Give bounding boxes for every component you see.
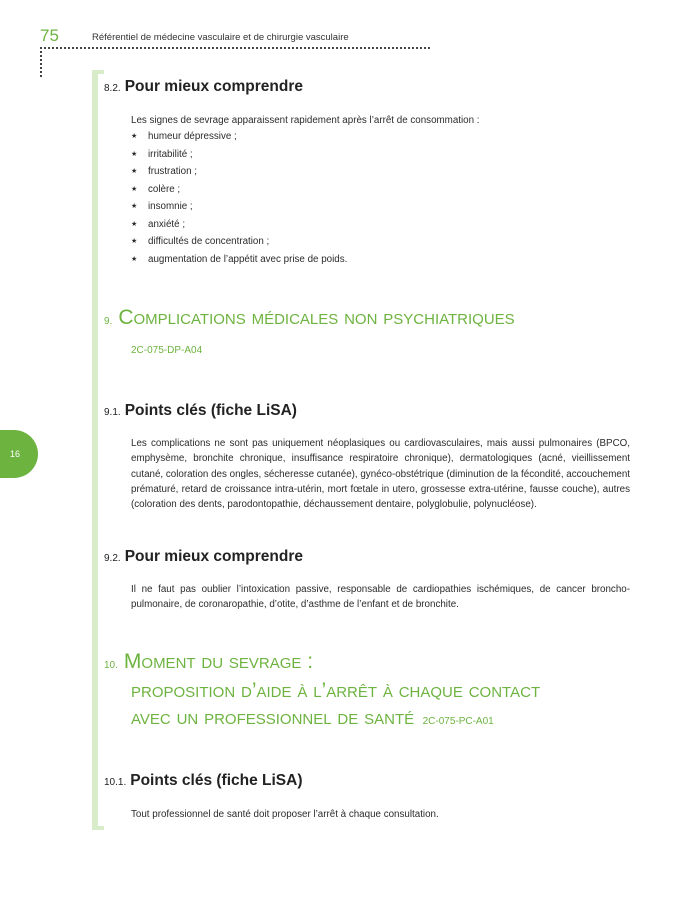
list-item: ★ difficultés de concentration ;	[131, 236, 347, 254]
list-item: ★ humeur dépressive ;	[131, 131, 347, 149]
chapter-tab	[0, 430, 38, 478]
heading-8-2-title: Pour mieux comprendre	[124, 78, 303, 95]
heading-8-2-number: 8.2.	[104, 83, 121, 94]
sevrage-intro: Les signes de sevrage apparaissent rapidement après l’arrêt de consommation :	[131, 115, 480, 126]
complications-text: Les complications ne sont pas uniquement néoplasiques ou cardiovasculaires, mais aussi pulmonaires (BPCO, emphysème, bronchite chronique, insuffisance respiratoire chronique), dermatologiques (acné, vieillissement cutané, coloration des ongles, sécheresse cutanée), gynéco-obstétrique (diminution de la fécondité, accouchement prématuré, retard de croissance intra-utérin, mort fœtale in utero, grossesse extra-utérine, fausse couche), autres (coloration des dents, parodontopathie, déchaussement dentaire, polyglobulie, polynucléose).	[131, 438, 630, 511]
item-code: 2C-075-DP-A04	[131, 345, 203, 356]
heading-10-line3	[131, 706, 494, 730]
list-item: ★ frustration ;	[131, 166, 347, 184]
heading-10-title-line1: Moment du sevrage :	[123, 650, 314, 673]
heading-9-2-number: 9.2.	[104, 553, 121, 564]
list-item: ★ colère ;	[131, 184, 347, 202]
list-item: ★ insomnie ;	[131, 201, 347, 219]
heading-10-title-line2: proposition d’aide à l’arrêt à chaque contact	[131, 679, 541, 702]
running-title: Référentiel de médecine vasculaire et de chirurgie vasculaire	[92, 32, 349, 43]
heading-10-title-line3: avec un professionnel de santé	[131, 706, 415, 729]
passive-smoking-text: Il ne faut pas oublier l’intoxication passive, responsable de cardiopathies ischémiques, de cancer broncho-pulmonaire, de coronaropathie, d’otite, d’asthme de l’enfant et de bronchite.	[131, 584, 630, 611]
sevrage-signs-list	[131, 131, 347, 271]
heading-9-1-number: 9.1.	[104, 407, 121, 418]
item-code: 2C-075-PC-A01	[422, 716, 494, 727]
heading-9-1-title: Points clés (fiche LiSA)	[124, 402, 297, 419]
list-item: ★ irritabilité ;	[131, 149, 347, 167]
heading-10-line2	[131, 679, 540, 703]
heading-9-number: 9.	[104, 316, 113, 327]
list-item: ★ augmentation de l’appétit avec prise de poids.	[131, 254, 347, 272]
chapter-tab-label: 16	[9, 449, 20, 459]
heading-10	[104, 650, 313, 674]
section-bracket-top	[92, 70, 104, 74]
heading-10-1-title: Points clés (fiche LiSA)	[130, 772, 303, 789]
heading-10-1	[104, 772, 303, 790]
heading-10-1-number: 10.1.	[104, 777, 127, 788]
heading-9-2-title: Pour mieux comprendre	[124, 548, 303, 565]
heading-8-2	[104, 78, 303, 96]
header-dotted-rule	[40, 47, 430, 49]
heading-9-title: Complications médicales non psychiatriques	[118, 306, 515, 329]
stop-advice-text: Tout professionnel de santé doit proposer l’arrêt à chaque consultation.	[131, 809, 439, 820]
section-bracket	[92, 70, 98, 830]
page-number: 75	[40, 26, 59, 45]
heading-9-2	[104, 548, 303, 566]
section-bracket-bottom	[92, 826, 104, 830]
list-item: ★ anxiété ;	[131, 219, 347, 237]
heading-9-1	[104, 402, 297, 420]
header-dotted-rule-vertical	[40, 47, 42, 77]
heading-9	[104, 306, 515, 330]
heading-10-number: 10.	[104, 660, 118, 671]
